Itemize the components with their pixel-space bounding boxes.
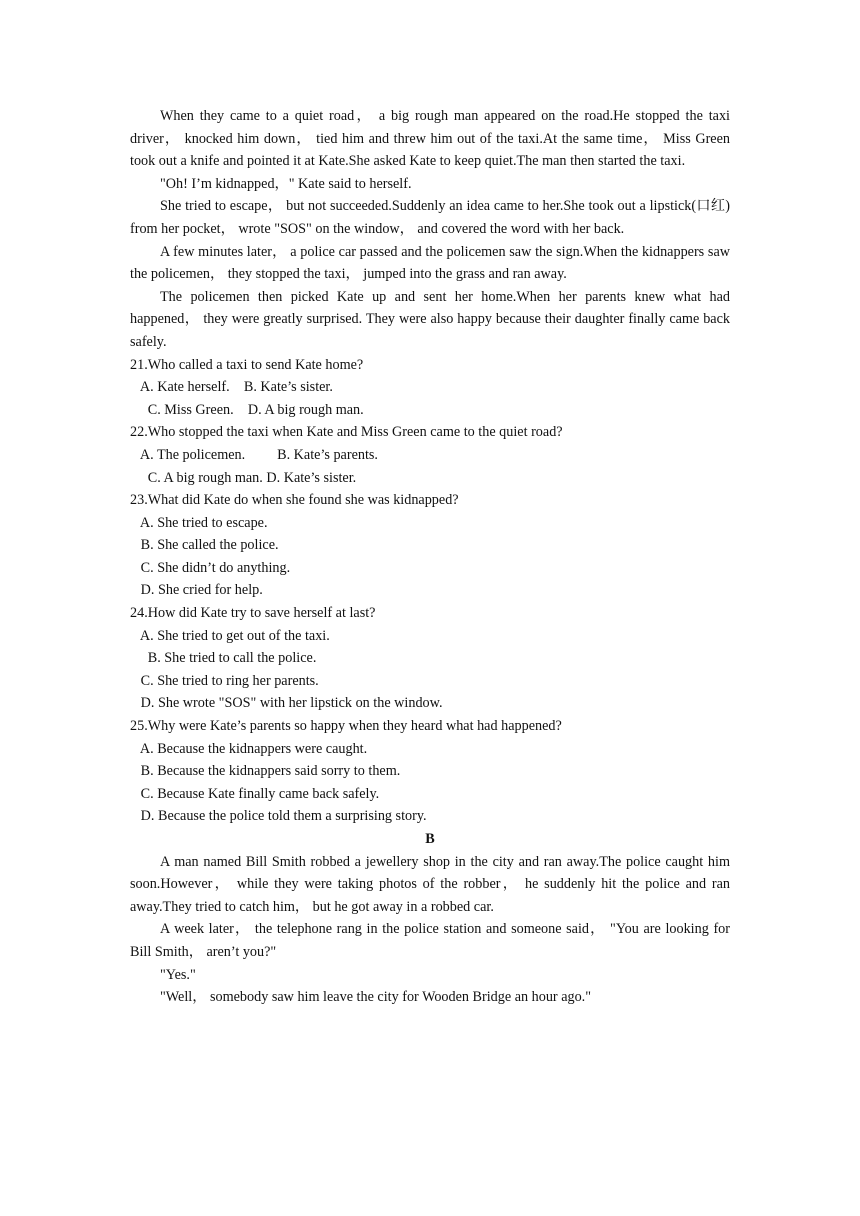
question-option: D. She wrote "SOS" with her lipstick on the window. (130, 695, 443, 712)
question-23 (130, 489, 730, 602)
question-stem: 25.Why were Kate’s parents so happy when they heard what had happened? (130, 718, 562, 735)
question-option: A. She tried to get out of the taxi. (130, 627, 330, 644)
question-option: A. Because the kidnappers were caught. (130, 740, 368, 757)
passage-a-paragraph: She tried to escape， but not succeeded.Suddenly an idea came to her.She took out a lipstick(口红) from her pocket， wrote "SOS" on the window， and covered the word with her back. (130, 198, 730, 237)
question-options: A. Kate herself. B. Kate’s sister. (130, 379, 333, 396)
passage-b-paragraph: "Well， somebody saw him leave the city for Wooden Bridge an hour ago." (160, 989, 592, 1006)
question-option: B. She tried to call the police. (130, 650, 317, 667)
question-stem: 24.How did Kate try to save herself at last? (130, 605, 376, 622)
passage-b (130, 851, 730, 1009)
question-option: D. She cried for help. (130, 582, 263, 599)
question-options: C. A big rough man. D. Kate’s sister. (130, 469, 357, 486)
passage-a-paragraph: "Oh! I’m kidnapped，" Kate said to herself. (160, 175, 412, 192)
passage-b-paragraph: "Yes." (160, 966, 196, 983)
question-22 (130, 421, 730, 489)
passage-a-paragraph: When they came to a quiet road， a big rough man appeared on the road.He stopped the taxi driver， knocked him down， tied him and threw him out of the taxi.At the same time， Miss Green took out a knife and pointed it at Kate.She asked Kate to keep quiet.The man then started the taxi. (130, 108, 730, 170)
question-option: C. She didn’t do anything. (130, 559, 291, 576)
passage-a-paragraph: A few minutes later， a police car passed and the policemen saw the sign.When the kidnappers saw the policemen， they stopped the taxi， jumped into the grass and ran away. (130, 243, 730, 283)
document-body (130, 105, 730, 1009)
question-21 (130, 354, 730, 422)
question-stem: 22.Who stopped the taxi when Kate and Miss Green came to the quiet road? (130, 424, 563, 441)
question-option: A. She tried to escape. (130, 514, 268, 531)
passage-b-paragraph: A week later， the telephone rang in the police station and someone said， "You are looking for Bill Smith， aren’t you?" (130, 921, 730, 960)
question-options: C. Miss Green. D. A big rough man. (130, 401, 364, 418)
question-stem: 21.Who called a taxi to send Kate home? (130, 356, 364, 373)
question-option: B. She called the police. (130, 537, 279, 554)
passage-b-paragraph: A man named Bill Smith robbed a jewellery shop in the city and ran away.The police caught him soon.However， while they were taking photos of the robber， he suddenly hit the police and ran away.They tried to catch him， but he got away in a robbed car. (130, 853, 730, 915)
question-option: D. Because the police told them a surprising story. (130, 808, 427, 825)
passage-a-paragraph: The policemen then picked Kate up and sent her home.When her parents knew what had happened， they were greatly surprised. They were also happy because their daughter finally came back safely. (130, 288, 730, 350)
question-options: A. The policemen. B. Kate’s parents. (130, 446, 378, 463)
question-24 (130, 602, 730, 715)
passage-a (130, 105, 730, 354)
question-option: C. She tried to ring her parents. (130, 672, 319, 689)
question-25 (130, 715, 730, 828)
question-option: C. Because Kate finally came back safely. (130, 785, 380, 802)
question-option: B. Because the kidnappers said sorry to them. (130, 763, 401, 780)
section-b-heading: B (425, 831, 435, 847)
question-stem: 23.What did Kate do when she found she was kidnapped? (130, 492, 459, 509)
